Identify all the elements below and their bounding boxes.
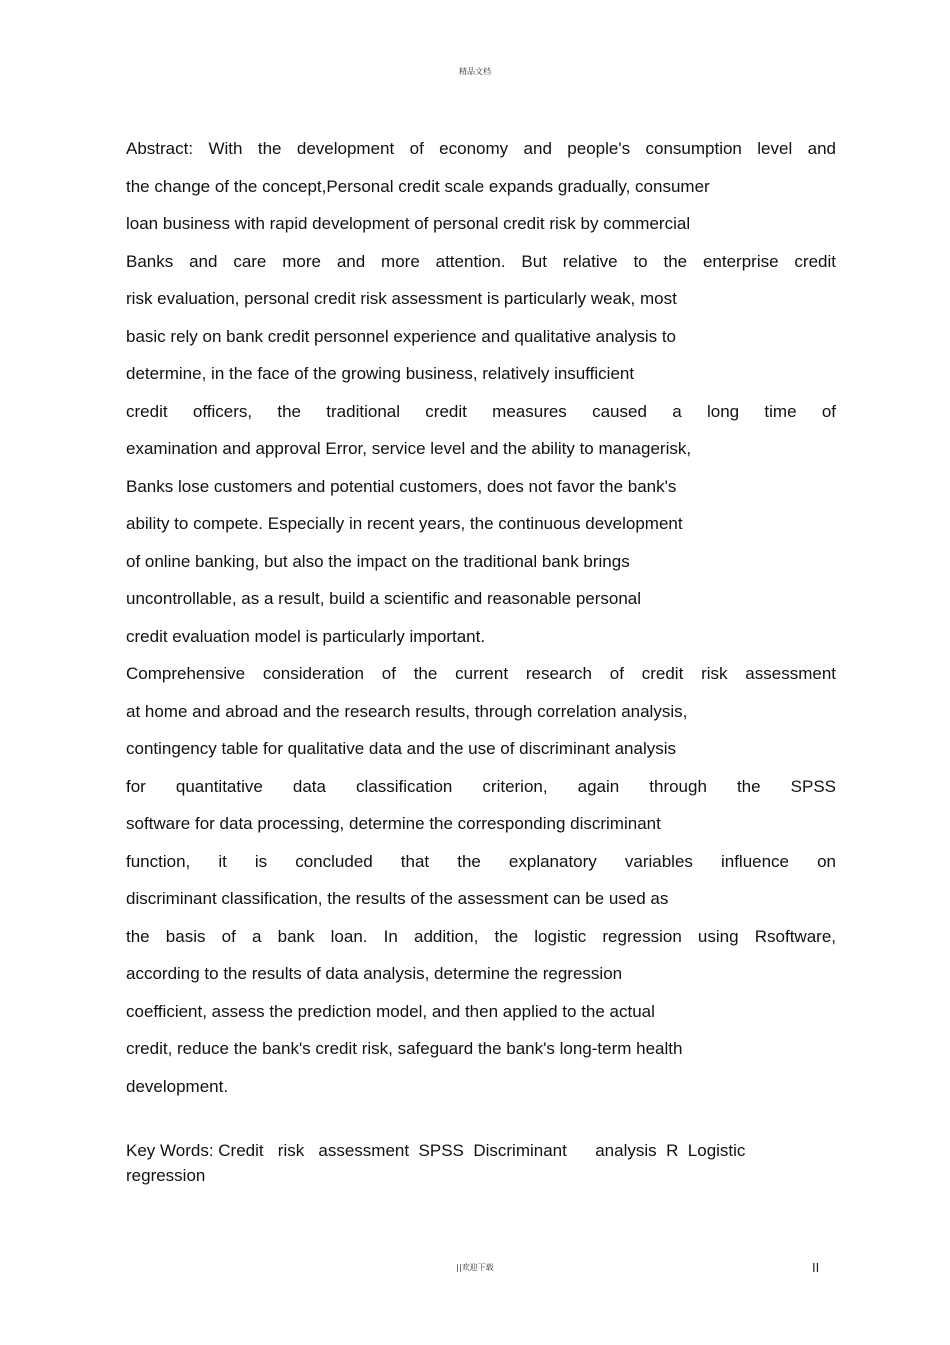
abstract-line: for quantitative data classification criterion, again through the SPSS: [126, 776, 836, 796]
keywords-section: [126, 1138, 836, 1188]
abstract-line: Banks and care more and more attention. But relative to the enterprise credit: [126, 251, 836, 271]
abstract-line: credit officers, the traditional credit measures caused a long time of: [126, 401, 836, 421]
abstract-line: coefficient, assess the prediction model, and then applied to the actual: [126, 1001, 655, 1021]
abstract-line: credit evaluation model is particularly important.: [126, 626, 486, 646]
abstract-section: [126, 130, 836, 1105]
header-watermark: 精品文档: [459, 67, 491, 76]
abstract-line: development.: [126, 1076, 229, 1096]
abstract-line: of online banking, but also the impact on the traditional bank brings: [126, 551, 630, 571]
abstract-line: according to the results of data analysis, determine the regression: [126, 964, 623, 983]
abstract-line: basic rely on bank credit personnel experience and qualitative analysis to: [126, 326, 676, 346]
abstract-line: risk evaluation, personal credit risk assessment is particularly weak, most: [126, 289, 677, 308]
abstract-line: loan business with rapid development of personal credit risk by commercial: [126, 214, 691, 233]
abstract-line: the change of the concept,Personal credit scale expands gradually, consumer: [126, 176, 710, 196]
abstract-line: Comprehensive consideration of the current research of credit risk assessment: [126, 664, 836, 683]
abstract-line: examination and approval Error, service level and the ability to managerisk,: [126, 439, 692, 458]
abstract-line: discriminant classification, the results of the assessment can be used as: [126, 889, 669, 908]
abstract-line: contingency table for qualitative data and the use of discriminant analysis: [126, 739, 676, 758]
footer-watermark: ||欢迎下载: [456, 1263, 494, 1272]
keywords-line: Key Words: Credit risk assessment SPSS Discriminant analysis R Logistic: [126, 1141, 746, 1160]
abstract-line: the basis of a bank loan. In addition, the logistic regression using Rsoftware,: [126, 926, 836, 946]
page-number: II: [812, 1260, 820, 1275]
abstract-line: Abstract: With the development of economy and people's consumption level and: [126, 139, 836, 158]
keywords-line: regression: [126, 1166, 206, 1185]
abstract-line: ability to compete. Especially in recent years, the continuous development: [126, 514, 683, 533]
abstract-line: function, it is concluded that the explanatory variables influence on: [126, 851, 836, 871]
abstract-line: determine, in the face of the growing business, relatively insufficient: [126, 364, 635, 383]
abstract-line: software for data processing, determine the corresponding discriminant: [126, 814, 661, 833]
abstract-line: credit, reduce the bank's credit risk, safeguard the bank's long-term health: [126, 1039, 683, 1058]
abstract-line: Banks lose customers and potential customers, does not favor the bank's: [126, 476, 677, 496]
abstract-line: uncontrollable, as a result, build a scientific and reasonable personal: [126, 589, 642, 608]
abstract-line: at home and abroad and the research results, through correlation analysis,: [126, 701, 688, 721]
